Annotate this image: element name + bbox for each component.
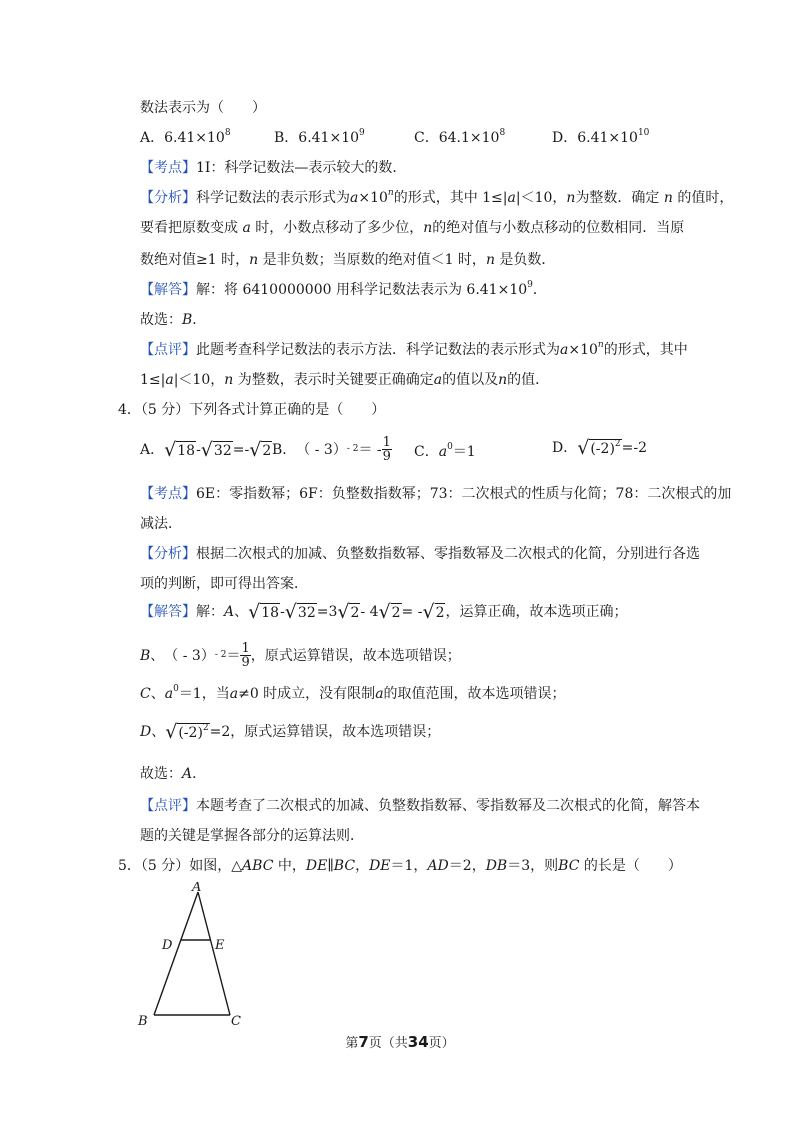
label-b: B [138, 1014, 148, 1029]
q3-dianping-line-1: 【点评】此题考查科学记数法的表示方法．科学记数法的表示形式为$a\times 10^n$的形式，其中 [140, 340, 688, 358]
dianping-tag: 【点评】 [140, 342, 196, 358]
q4-kaodian-line-2: 减法． [140, 516, 182, 532]
fraction-one-ninth-answer: $\frac{1}{9}$ [241, 641, 250, 670]
sqrt-18: √ 18 [164, 439, 196, 461]
fraction-one-ninth: $\frac{1}{9}$ [382, 435, 391, 464]
q4-option-d: D． √ $(-2)^2$ =-2 [552, 437, 648, 459]
q3-answer: 故选：B． [140, 312, 207, 328]
q4-jieda-a: 【解答】 解： A 、 √ 18 - √ 32 =3 √ 2 - 4 √ 2 = - √ 2 ，运算正确，故本选项正确； [140, 601, 628, 623]
sqrt-18-step: √ 18 [248, 601, 280, 623]
q3-option-d: D．$6.41\times 10^{10}$ [552, 128, 650, 146]
fenxi-tag: 【分析】 [140, 190, 196, 206]
triangle-figure [132, 882, 272, 1032]
q4-fenxi-line-1: 【分析】根据二次根式的加减、负整数指数幂、零指数幂及二次根式的化简，分别进行各选 [140, 546, 700, 562]
sqrt-neg2-squared-answer: √ $(-2)^2$ [165, 721, 209, 743]
q3-fenxi-line-2: 要看把原数变成 a 时，小数点移动了多少位，n的绝对值与小数点移动的位数相同．当原 [140, 220, 685, 236]
sqrt-32-step: √ 32 [284, 601, 316, 623]
side-ac [198, 892, 230, 1015]
sqrt-32: √ 32 [200, 439, 232, 461]
q3-dianping-line-2: 1≤|a|＜10，n 为整数，表示时关键要正确确定a的值以及n的值． [140, 372, 550, 388]
q4-dianping-line-2: 题的关键是掌握各部分的运算法则． [140, 828, 364, 844]
q4-jieda-b: B 、 （ - 3） $^{- 2}$ ＝ $\frac{1}{9}$ ，原式运算错误，故本选项错误； [140, 641, 461, 670]
label-d: D [162, 938, 173, 953]
jieda-tag: 【解答】 [140, 604, 196, 620]
q4-kaodian-line-1: 【考点】6E：零指数幂；6F：负整数指数幂；73：二次根式的性质与化简；78：二次根式的加 [140, 486, 732, 502]
q4-jieda-c: C、$a^0=1$，当a≠0 时成立，没有限制a的取值范围，故本选项错误； [140, 684, 566, 702]
kaodian-tag: 【考点】 [140, 486, 196, 502]
sqrt-2: √ 2 [249, 439, 272, 461]
question-number: 4． [118, 402, 141, 418]
q4-option-c: C．$a^0=1$ [414, 442, 476, 460]
q4-jieda-d: D 、 √ $(-2)^2$ =2，原式运算错误，故本选项错误； [140, 721, 441, 743]
question-number: 5． [118, 858, 141, 874]
q4-answer: 故选：A． [140, 766, 207, 782]
label-c: C [231, 1014, 241, 1029]
page-footer: 第7页（共34页） [345, 1033, 455, 1051]
jieda-tag: 【解答】 [140, 282, 196, 298]
sqrt-2-step-1: √ 2 [337, 601, 360, 623]
q3-jieda: 【解答】解：将 6410000000 用科学记数法表示为 $6.41\times 10^9$． [140, 280, 547, 298]
page-number: 7 [358, 1033, 369, 1051]
q4-stem: 4．（5 分）下列各式计算正确的是（ ） [118, 402, 386, 418]
page-total: 34 [407, 1033, 429, 1051]
q3-option-a: A．$6.41\times 10^8$ [140, 128, 231, 146]
q3-stem-tail: 数法表示为（ ） [140, 100, 266, 116]
label-a: A [192, 882, 202, 895]
q4-option-b: B． （ - 3） $^{- 2}$ ＝ - $\frac{1}{9}$ [272, 435, 391, 464]
q5-stem: 5．（5 分）如图，△ABC 中，DE∥BC，DE＝1，AD＝2，DB＝3，则BC 的长是（ ） [118, 858, 682, 874]
sqrt-2-step-3: √ 2 [422, 601, 445, 623]
q3-kaodian: 【考点】1I：科学记数法—表示较大的数． [140, 160, 407, 176]
dianping-tag: 【点评】 [140, 798, 196, 814]
q3-fenxi-line-3: 数绝对值≥1 时，n 是非负数；当原数的绝对值＜1 时，n 是负数． [140, 252, 556, 268]
q3-option-b: B．$6.41\times 10^9$ [274, 128, 365, 146]
q3-fenxi-line-1: 【分析】科学记数法的表示形式为$a\times 10^n$的形式，其中 1≤|a|＜10，n为整数．确定 n 的值时， [140, 188, 734, 206]
sqrt-neg2-squared: √ $(-2)^2$ [577, 437, 621, 459]
sqrt-2-step-2: √ 2 [378, 601, 401, 623]
q3-option-c: C．$64.1\times 10^8$ [414, 128, 506, 146]
q4-fenxi-line-2: 项的判断，即可得出答案． [140, 576, 308, 592]
label-e: E [215, 938, 225, 953]
q4-option-a: A． √ 18 - √ 32 = - √ 2 [140, 439, 272, 461]
fenxi-tag: 【分析】 [140, 546, 196, 562]
q4-dianping-line-1: 【点评】本题考查了二次根式的加减、负整数指数幂、零指数幂及二次根式的化简，解答本 [140, 798, 700, 814]
side-ab [154, 892, 198, 1015]
kaodian-tag: 【考点】 [140, 160, 196, 176]
